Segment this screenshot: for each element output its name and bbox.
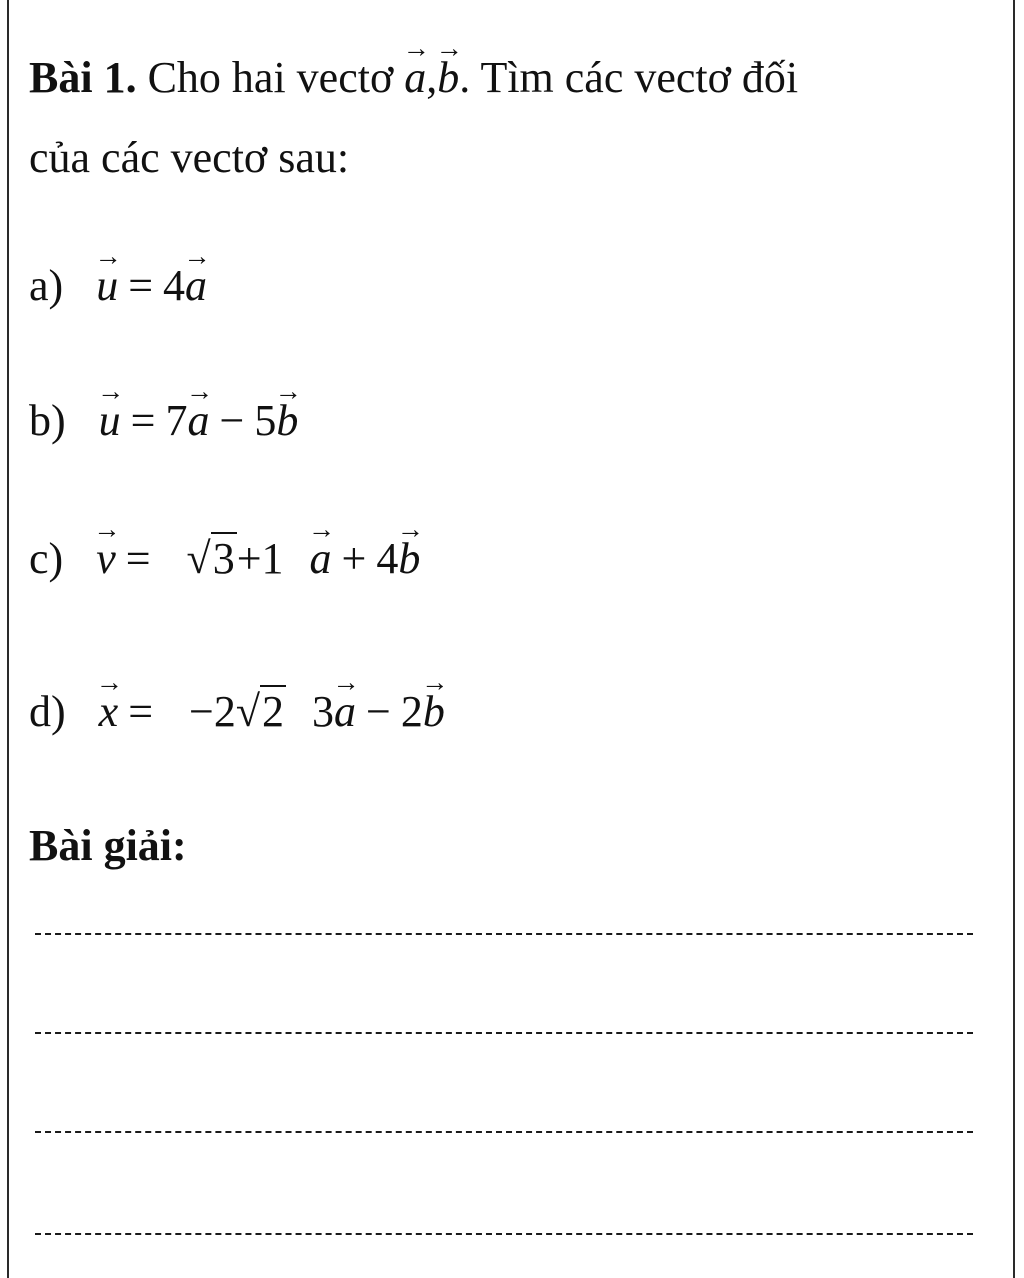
equals-sign: = xyxy=(125,534,151,583)
coefficient: 2 xyxy=(400,687,423,736)
item-b xyxy=(29,393,298,449)
plus-one: +1 xyxy=(236,534,284,583)
vector-b: → b xyxy=(423,684,445,740)
vector-a: → a xyxy=(310,531,332,587)
answer-line[interactable] xyxy=(35,933,973,935)
coefficient: 4 xyxy=(376,534,399,583)
vector-b: → b xyxy=(398,531,420,587)
problem-task-2: của các vectơ sau: xyxy=(29,133,350,182)
item-a xyxy=(29,258,207,314)
coefficient: 3 xyxy=(312,687,334,736)
vector-a: → a xyxy=(334,684,356,740)
vector-a: → a xyxy=(404,50,426,106)
equals-sign: = xyxy=(130,396,156,445)
vector-b: → b xyxy=(437,50,459,106)
coefficient: −2 xyxy=(189,687,236,736)
coefficient: 4 xyxy=(163,261,186,310)
square-root-3: √3 xyxy=(186,534,235,583)
item-d xyxy=(29,684,445,740)
vector-x: → x xyxy=(99,684,119,740)
answer-line[interactable] xyxy=(35,1032,973,1034)
problem-intro: Cho hai vectơ xyxy=(147,53,394,102)
vector-a: → a xyxy=(185,258,207,314)
coefficient: 7 xyxy=(165,396,188,445)
item-label: a) xyxy=(29,261,64,310)
vector-u: → u xyxy=(99,393,121,449)
minus-sign: − xyxy=(219,396,245,445)
problem-statement-line-2 xyxy=(29,130,349,186)
problem-number: Bài 1. xyxy=(29,53,137,102)
problem-task-1: . Tìm các vectơ đối xyxy=(459,53,799,102)
coefficient: 5 xyxy=(254,396,277,445)
vector-v: → v xyxy=(96,531,116,587)
equals-sign: = xyxy=(128,261,154,310)
problem-statement-line-1: Bài 1. Cho hai vectơ → a,→ b. Tìm các vectơ đối xyxy=(29,50,798,106)
item-c xyxy=(29,531,420,587)
vector-a: → a xyxy=(187,393,209,449)
vector-u: → u xyxy=(96,258,118,314)
square-root-2: √2 xyxy=(235,687,284,736)
item-label: c) xyxy=(29,534,64,583)
page-border-right xyxy=(1013,0,1015,1278)
plus-sign: + xyxy=(341,534,367,583)
answer-line[interactable] xyxy=(35,1131,973,1133)
item-label: b) xyxy=(29,396,66,445)
vector-b: → b xyxy=(276,393,298,449)
item-label: d) xyxy=(29,687,66,736)
page-border-left xyxy=(7,0,9,1278)
minus-sign: − xyxy=(366,687,391,736)
equals-sign: = xyxy=(128,687,154,736)
answer-line[interactable] xyxy=(35,1233,973,1235)
solution-heading: Bài giải: xyxy=(29,821,187,870)
